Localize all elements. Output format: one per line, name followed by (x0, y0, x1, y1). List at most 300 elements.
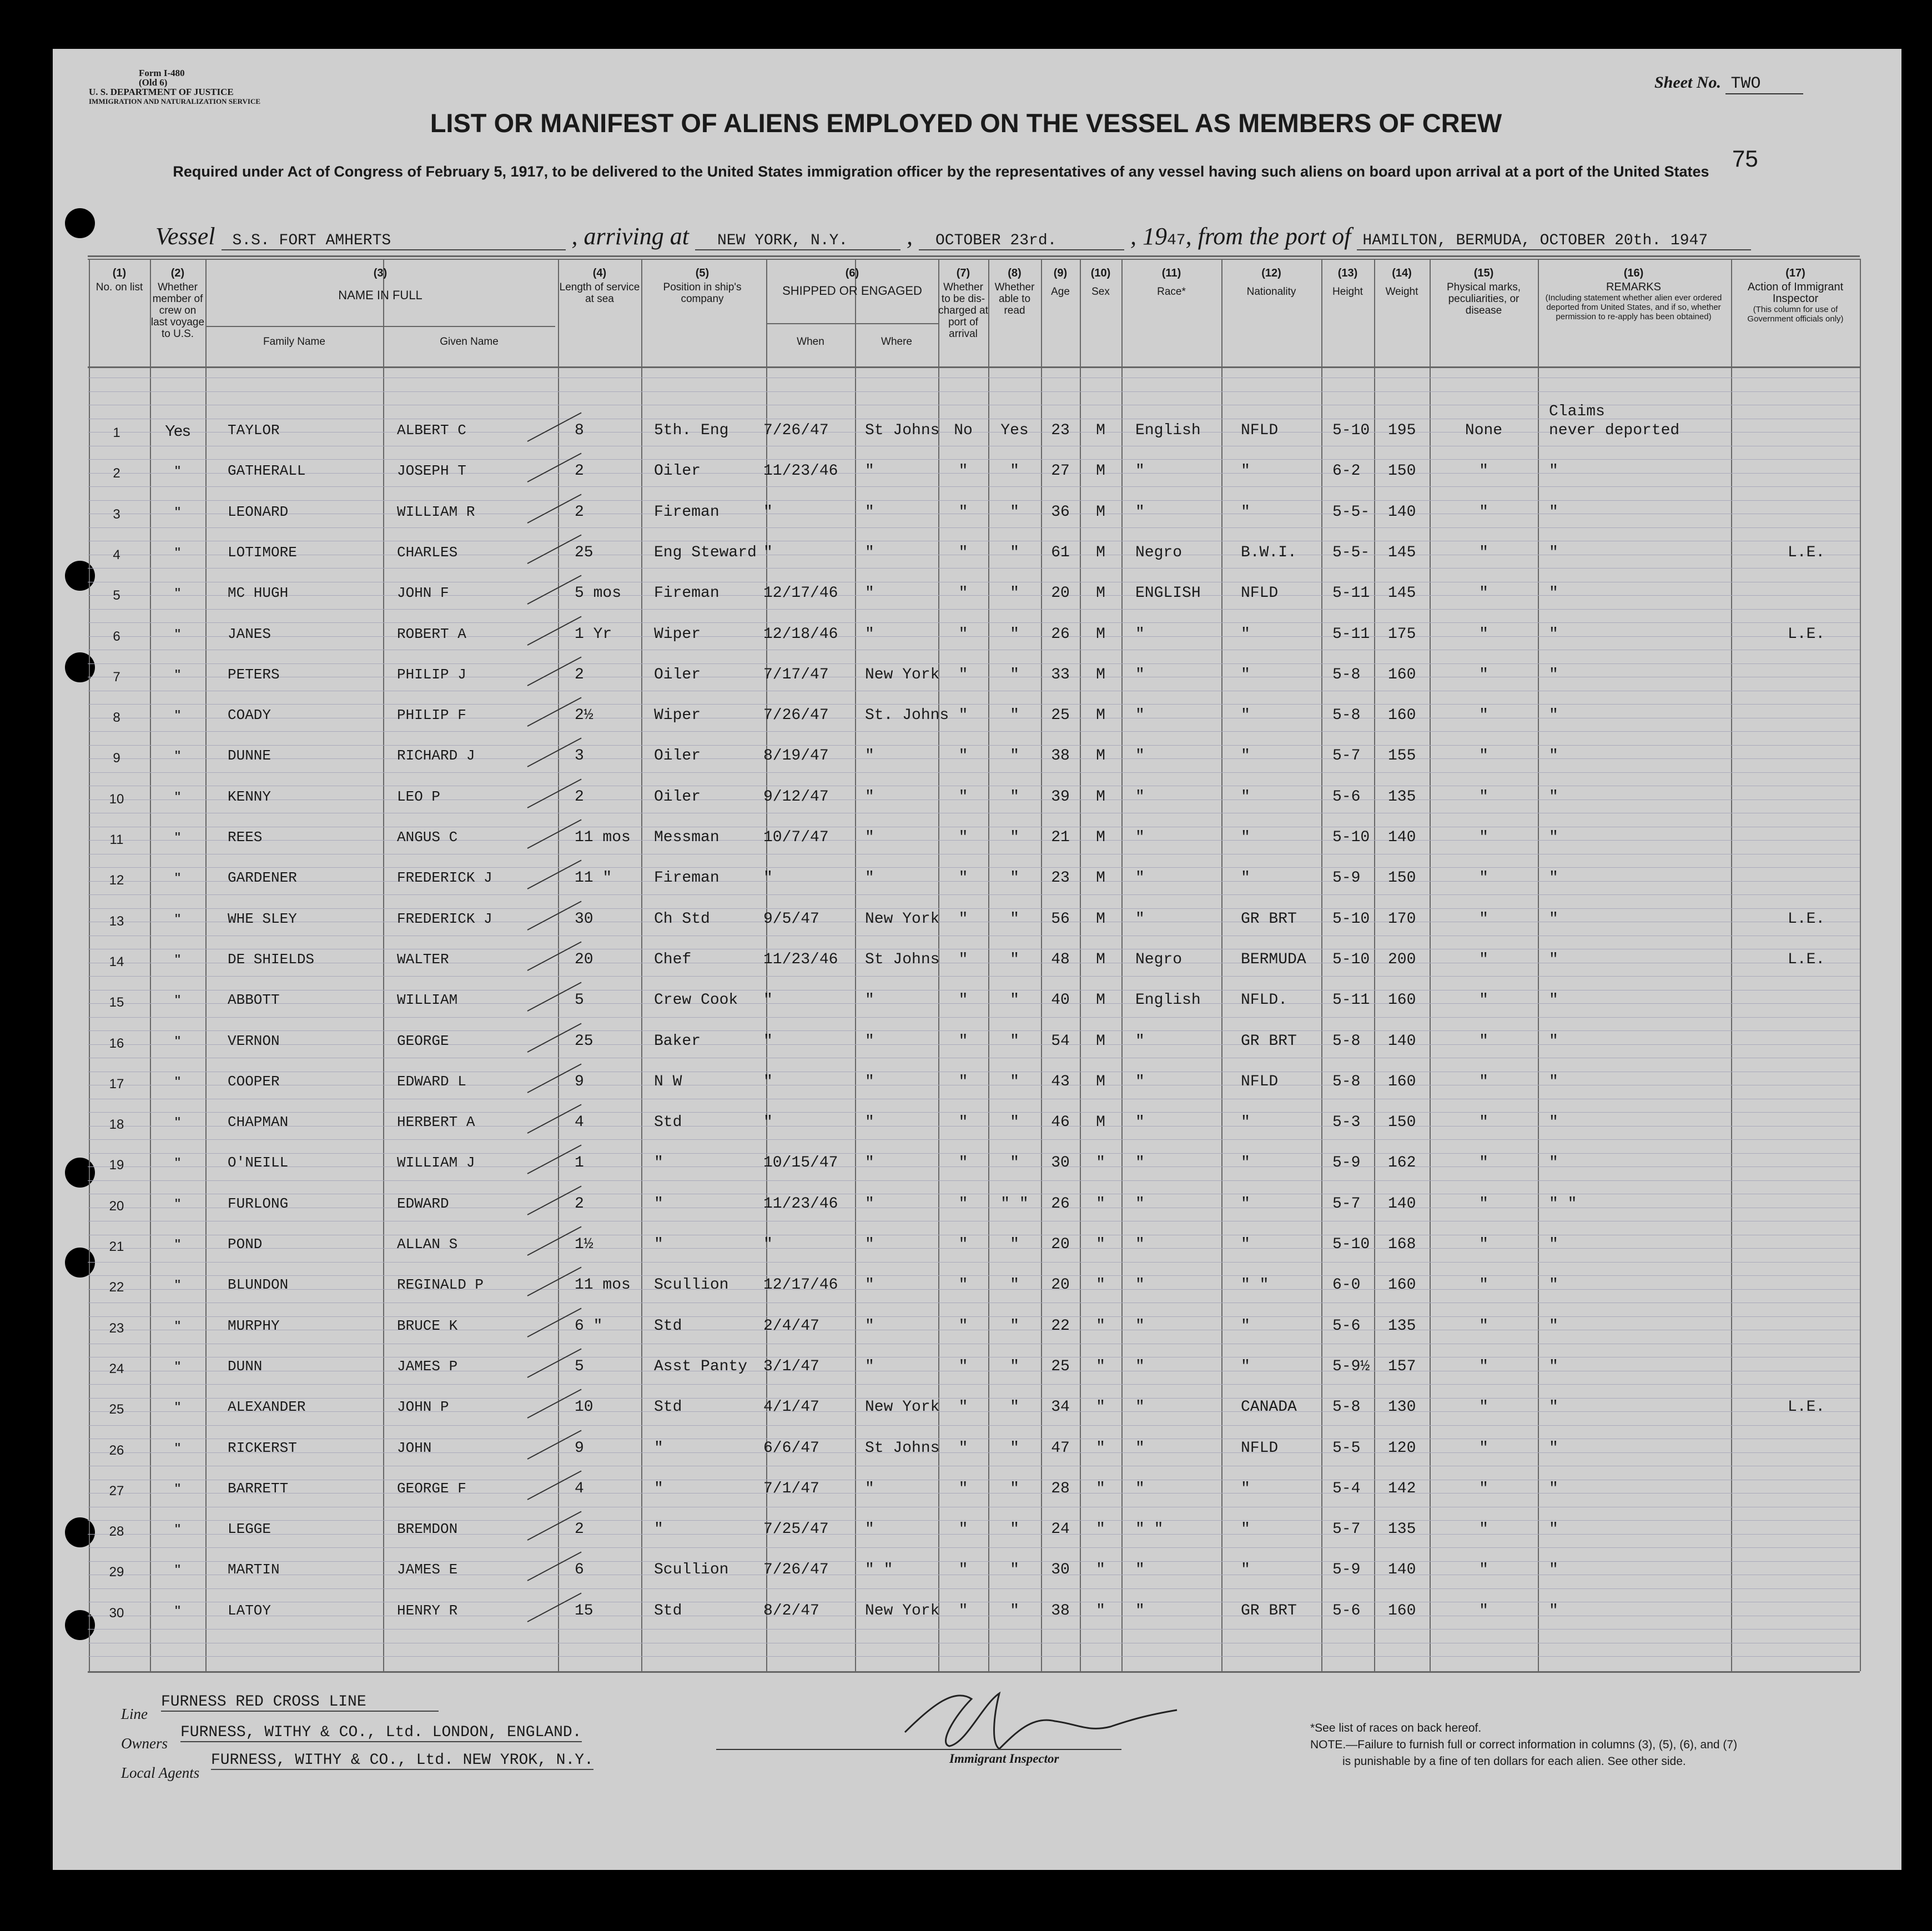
cell-where: " (865, 1521, 874, 1538)
cell-sex: " (1096, 1195, 1105, 1213)
cell-read: " (1010, 462, 1019, 480)
cell-remarks: " (1549, 951, 1558, 968)
column-divider (89, 259, 90, 1671)
form-dept: U. S. DEPARTMENT OF JUSTICE (89, 87, 234, 97)
cell-last: " (175, 1602, 180, 1620)
row-number: 4 (113, 547, 120, 562)
footer-note (1310, 1720, 1737, 1770)
cell-race: " (1135, 1561, 1145, 1578)
cell-service: 5 (575, 992, 584, 1009)
cell-race: Negro (1135, 951, 1183, 968)
cell-sex: M (1096, 869, 1105, 887)
cell-nat: " (1241, 1521, 1250, 1538)
cell-where: " (865, 1236, 874, 1253)
cell-when: 11/23/46 (763, 951, 838, 968)
cell-disch: " (958, 1073, 968, 1090)
cell-action: L.E. (1788, 1399, 1825, 1416)
cell-weight: 135 (1388, 1521, 1416, 1538)
row-number: 18 (109, 1117, 124, 1132)
cell-age: 28 (1051, 1480, 1070, 1497)
row-number: 21 (109, 1239, 124, 1254)
cell-weight: 160 (1388, 992, 1416, 1009)
cell-family: O'NEILL (228, 1154, 289, 1171)
cell-marks: " (1479, 829, 1488, 846)
cell-race: " (1135, 626, 1145, 643)
cell-where: St. Johns (865, 707, 949, 724)
table-top-border-inner (88, 259, 1860, 260)
column-divider (1221, 259, 1222, 1671)
cell-given: ALLAN S (397, 1236, 458, 1253)
cell-read: " (1010, 544, 1019, 561)
cell-remarks: " (1549, 1114, 1558, 1131)
cell-family: CHAPMAN (228, 1114, 289, 1130)
cell-sex: " (1096, 1236, 1105, 1253)
cell-when: " (763, 1114, 773, 1131)
ruled-line (88, 486, 1860, 487)
cell-race: " (1135, 1195, 1145, 1213)
cell-last: " (175, 707, 180, 724)
col6-where-header: Where (881, 336, 912, 348)
cell-race: " (1135, 869, 1145, 887)
cell-sex: M (1096, 911, 1105, 928)
year-prefix: , 19 (1130, 223, 1167, 250)
cell-where: St Johns (865, 1440, 940, 1457)
cell-given: ROBERT A (397, 626, 466, 642)
cell-remarks: " (1549, 829, 1558, 846)
cell-when: 7/26/47 (763, 1561, 829, 1578)
cell-given: PHILIP J (397, 666, 466, 683)
cell-disch: " (958, 1033, 968, 1050)
cell-age: 24 (1051, 1521, 1070, 1538)
cell-sex: M (1096, 422, 1105, 439)
cell-race: English (1135, 992, 1201, 1009)
cell-read: " (1010, 585, 1019, 602)
cell-sex: " (1096, 1521, 1105, 1538)
vessel-name: S.S. FORT AMHERTS (222, 232, 566, 250)
cell-race: " (1135, 1358, 1145, 1375)
cell-given: PHILIP F (397, 707, 466, 723)
cell-when: 2/4/47 (763, 1317, 819, 1335)
cell-nat: " (1241, 1195, 1250, 1213)
ruled-line (88, 1316, 1860, 1317)
cell-disch: " (958, 544, 968, 561)
cell-height: 5-8 (1332, 1033, 1361, 1050)
cell-sex: M (1096, 585, 1105, 602)
cell-service: 25 (575, 544, 593, 561)
cell-given: WILLIAM R (397, 504, 475, 520)
cell-service: 2½ (575, 707, 593, 724)
cell-weight: 168 (1388, 1236, 1416, 1253)
cell-family: KENNY (228, 788, 271, 805)
cell-height: 5-5- (1332, 504, 1370, 521)
cell-age: 25 (1051, 1358, 1070, 1375)
cell-race: " (1135, 1480, 1145, 1497)
inspector-signature-line (716, 1749, 1121, 1750)
cell-family: WHE SLEY (228, 911, 297, 927)
cell-where: " (865, 1073, 874, 1090)
column-divider (641, 259, 642, 1671)
col6-header: (6) SHIPPED OR ENGAGED (782, 267, 922, 298)
cell-read: " (1010, 829, 1019, 846)
inspector-signature (888, 1682, 1244, 1760)
cell-height: 5-6 (1332, 1602, 1361, 1620)
col12-header: (12) Nationality (1246, 267, 1296, 298)
cell-service: 11 mos (575, 829, 631, 846)
cell-position: Wiper (654, 626, 701, 643)
row-number: 8 (113, 710, 120, 725)
cell-disch: " (958, 1114, 968, 1131)
ruled-line (88, 1275, 1860, 1276)
cell-race: " (1135, 1317, 1145, 1335)
row-number: 17 (109, 1077, 124, 1092)
row-number: 1 (113, 425, 120, 440)
cell-height: 5-8 (1332, 1399, 1361, 1416)
cell-read: " (1010, 1236, 1019, 1253)
line-label: Line (121, 1706, 148, 1722)
cell-weight: 160 (1388, 707, 1416, 724)
cell-position: " (654, 1440, 663, 1457)
cell-race: " (1135, 1114, 1145, 1131)
cell-marks: " (1479, 1073, 1488, 1090)
ruled-line (88, 704, 1860, 705)
cell-weight: 140 (1388, 504, 1416, 521)
punch-hole (65, 652, 95, 682)
cell-marks: " (1479, 992, 1488, 1009)
punch-hole (65, 208, 95, 238)
cell-position: Fireman (654, 585, 720, 602)
cell-where: " (865, 544, 874, 561)
cell-read: Yes (1000, 422, 1029, 439)
ruled-line (88, 1588, 1860, 1589)
cell-sex: " (1096, 1480, 1105, 1497)
cell-read: " (1010, 1317, 1019, 1335)
cell-nat: " (1241, 829, 1250, 846)
cell-read: " (1010, 1114, 1019, 1131)
cell-weight: 195 (1388, 422, 1416, 439)
cell-height: 5-8 (1332, 707, 1361, 724)
cell-read: " (1010, 911, 1019, 928)
cell-given: GEORGE (397, 1033, 449, 1049)
cell-where: " (865, 829, 874, 846)
owners-value: FURNESS, WITHY & CO., Ltd. LONDON, ENGLAND. (180, 1724, 582, 1741)
cell-where: " (865, 504, 874, 521)
cell-remarks: " (1549, 1480, 1558, 1497)
cell-nat: B.W.I. (1241, 544, 1297, 561)
cell-sex: M (1096, 462, 1105, 480)
cell-family: GATHERALL (228, 462, 306, 479)
col1-header: (1) No. on list (95, 267, 143, 293)
cell-disch: " (958, 1276, 968, 1294)
cell-marks: " (1479, 788, 1488, 806)
cell-when: " (763, 544, 773, 561)
owners-label: Owners (121, 1735, 168, 1752)
cell-nat: " " (1241, 1276, 1269, 1294)
ruled-line (88, 1139, 1860, 1140)
cell-height: 5-9 (1332, 869, 1361, 887)
cell-where: " (865, 1114, 874, 1131)
from-label: , from the port of (1185, 223, 1351, 250)
cell-service: 2 (575, 504, 584, 521)
ruled-line (88, 1547, 1860, 1548)
cell-position: Std (654, 1399, 682, 1416)
page-stamp: 75 (1732, 145, 1758, 172)
cell-marks: " (1479, 626, 1488, 643)
inspector-label: Immigrant Inspector (949, 1752, 1059, 1766)
ruled-line (88, 1030, 1860, 1031)
cell-sex: M (1096, 626, 1105, 643)
cell-weight: 150 (1388, 869, 1416, 887)
cell-nat: " (1241, 504, 1250, 521)
ruled-line (88, 1656, 1860, 1657)
cell-remarks: " (1549, 911, 1558, 928)
cell-sex: " (1096, 1561, 1105, 1578)
cell-given: FREDERICK J (397, 911, 492, 927)
cell-sex: " (1096, 1276, 1105, 1294)
row-number: 5 (113, 588, 120, 603)
table-top-border (88, 255, 1860, 257)
cell-when: 11/23/46 (763, 1195, 838, 1213)
cell-marks: " (1479, 1276, 1488, 1294)
punch-hole (65, 1158, 95, 1188)
cell-action: L.E. (1788, 911, 1825, 928)
cell-height: 5-10 (1332, 911, 1370, 928)
cell-race: " (1135, 747, 1145, 765)
cell-family: FURLONG (228, 1195, 289, 1212)
row-number: 11 (109, 832, 124, 847)
cell-nat: " (1241, 626, 1250, 643)
cell-family: ABBOTT (228, 992, 280, 1008)
cell-remarks: " (1549, 1399, 1558, 1416)
cell-last: " (175, 504, 180, 521)
cell-when: " (763, 1236, 773, 1253)
cell-disch: " (958, 1480, 968, 1497)
cell-where: " (865, 1195, 874, 1213)
cell-service: 2 (575, 788, 584, 806)
cell-age: 56 (1051, 911, 1070, 928)
cell-nat: GR BRT (1241, 1033, 1297, 1050)
cell-age: 26 (1051, 1195, 1070, 1213)
note-penalty: NOTE.—Failure to furnish full or correct information in columns (3), (5), (6), and (7) (1310, 1738, 1738, 1751)
cell-remarks: " (1549, 1440, 1558, 1457)
cell-when: " (763, 504, 773, 521)
cell-last: " (175, 1440, 180, 1457)
cell-last: " (175, 626, 180, 643)
cell-last: " (175, 1276, 180, 1294)
cell-nat: " (1241, 462, 1250, 480)
sheet-label: Sheet No. (1654, 73, 1721, 92)
row-number: 26 (109, 1443, 124, 1458)
cell-when: " (763, 1033, 773, 1050)
cell-given: JOSEPH T (397, 462, 466, 479)
row-number: 29 (109, 1565, 124, 1580)
cell-position: Oiler (654, 666, 701, 683)
cell-remarks: " (1549, 544, 1558, 561)
cell-position: N W (654, 1073, 682, 1090)
row-number: 25 (109, 1402, 124, 1417)
cell-height: 5-6 (1332, 788, 1361, 806)
cell-disch: " (958, 1440, 968, 1457)
ruled-line (88, 976, 1860, 977)
cell-read: " (1010, 1480, 1019, 1497)
cell-position: " (654, 1521, 663, 1538)
cell-marks: " (1479, 544, 1488, 561)
cell-position: Std (654, 1114, 682, 1131)
cell-given: HENRY R (397, 1602, 458, 1619)
cell-given: JAMES P (397, 1358, 458, 1375)
ruled-line (88, 663, 1860, 664)
cell-remarks: " (1549, 707, 1558, 724)
col14-header: (14) Weight (1385, 267, 1418, 298)
cell-where: " (865, 1033, 874, 1050)
cell-disch: " (958, 911, 968, 928)
cell-remarks: " (1549, 462, 1558, 480)
cell-age: 30 (1051, 1154, 1070, 1171)
cell-where: " (865, 869, 874, 887)
cell-nat: " (1241, 1114, 1250, 1131)
cell-race: " (1135, 504, 1145, 521)
col3-header: (3) NAME IN FULL (338, 267, 422, 302)
cell-service: 10 (575, 1399, 593, 1416)
cell-when: 8/19/47 (763, 747, 829, 765)
cell-age: 47 (1051, 1440, 1070, 1457)
cell-weight: 135 (1388, 788, 1416, 806)
cell-position: Scullion (654, 1561, 729, 1578)
cell-age: 27 (1051, 462, 1070, 480)
cell-read: " " (1000, 1195, 1029, 1213)
cell-where: " (865, 1154, 874, 1171)
cell-position: " (654, 1195, 663, 1213)
arrival-year: 47 (1166, 232, 1186, 249)
ruled-line (88, 459, 1860, 460)
cell-disch: " (958, 504, 968, 521)
col15-header: (15) Physical marks, peculiarities, or disease (1446, 267, 1521, 316)
cell-nat: NFLD (1241, 1440, 1279, 1457)
cell-marks: " (1479, 1114, 1488, 1131)
cell-nat: " (1241, 1561, 1250, 1578)
cell-disch: " (958, 1154, 968, 1171)
sheet-value: TWO (1725, 74, 1803, 94)
cell-given: BREMDON (397, 1521, 458, 1537)
cell-nat: " (1241, 1358, 1250, 1375)
cell-weight: 155 (1388, 747, 1416, 765)
cell-age: 20 (1051, 1236, 1070, 1253)
cell-nat: " (1241, 1317, 1250, 1335)
cell-where: " (865, 585, 874, 602)
cell-nat: " (1241, 1480, 1250, 1497)
cell-where: New York (865, 666, 940, 683)
cell-race: " (1135, 666, 1145, 683)
punch-hole (65, 561, 95, 591)
cell-when: 12/18/46 (763, 626, 838, 643)
cell-height: 5-10 (1332, 1236, 1370, 1253)
cell-last: " (175, 829, 180, 846)
row-number: 22 (109, 1280, 124, 1295)
cell-when: 12/17/46 (763, 585, 838, 602)
col2-header: (2) Whether member of crew on last voyage to U.S. (150, 267, 205, 340)
cell-disch: " (958, 747, 968, 765)
cell-age: 26 (1051, 626, 1070, 643)
cell-marks: " (1479, 462, 1488, 480)
cell-family: MURPHY (228, 1317, 280, 1334)
cell-position: Asst Panty (654, 1358, 748, 1375)
cell-family: DUNNE (228, 747, 271, 764)
cell-given: WILLIAM (397, 992, 458, 1008)
line-value: FURNESS RED CROSS LINE (161, 1693, 439, 1712)
cell-nat: " (1241, 869, 1250, 887)
cell-position: Messman (654, 829, 720, 846)
cell-when: 11/23/46 (763, 462, 838, 480)
cell-height: 5-4 (1332, 1480, 1361, 1497)
cell-read: " (1010, 504, 1019, 521)
cell-remarks: " (1549, 1561, 1558, 1578)
cell-when: 10/7/47 (763, 829, 829, 846)
cell-height: 5-7 (1332, 1521, 1361, 1538)
cell-marks: " (1479, 1033, 1488, 1050)
cell-marks: " (1479, 1154, 1488, 1171)
cell-service: 6 (575, 1561, 584, 1578)
cell-position: Std (654, 1317, 682, 1335)
cell-disch: " (958, 788, 968, 806)
cell-nat: NFLD (1241, 422, 1279, 439)
cell-race: " (1135, 788, 1145, 806)
cell-position: " (654, 1480, 663, 1497)
cell-last: " (175, 585, 180, 602)
cell-remarks: " (1549, 992, 1558, 1009)
cell-height: 6-2 (1332, 462, 1361, 480)
cell-disch: " (958, 1317, 968, 1335)
cell-weight: 135 (1388, 1317, 1416, 1335)
note-penalty-cont: is punishable by a fine of ten dollars for each alien. See other side. (1342, 1755, 1686, 1768)
cell-family: RICKERST (228, 1440, 297, 1456)
cell-remarks: Claims (1549, 403, 1605, 420)
cell-remarks: " (1549, 869, 1558, 887)
cell-last: " (175, 1561, 180, 1578)
cell-read: " (1010, 992, 1019, 1009)
cell-disch: " (958, 1561, 968, 1578)
cell-when: " (763, 1073, 773, 1090)
cell-where: St Johns (865, 951, 940, 968)
cell-age: 61 (1051, 544, 1070, 561)
cell-nat: NFLD (1241, 585, 1279, 602)
cell-when: 3/1/47 (763, 1358, 819, 1375)
cell-race: " (1135, 1073, 1145, 1090)
col5-header: (5) Position in ship's company (663, 267, 742, 305)
cell-disch: " (958, 626, 968, 643)
cell-when: 10/15/47 (763, 1154, 838, 1171)
cell-sex: M (1096, 992, 1105, 1009)
cell-given: WALTER (397, 951, 449, 968)
cell-read: " (1010, 666, 1019, 683)
cell-disch: " (958, 951, 968, 968)
cell-marks: " (1479, 1317, 1488, 1335)
arrival-port: NEW YORK, N.Y. (695, 232, 900, 250)
cell-read: " (1010, 1073, 1019, 1090)
form-number: Form I-480 (139, 68, 185, 78)
cell-service: 9 (575, 1440, 584, 1457)
ruled-line (88, 1017, 1860, 1018)
cell-marks: " (1479, 1195, 1488, 1213)
cell-age: 21 (1051, 829, 1070, 846)
col8-header: (8) Whether able to read (994, 267, 1035, 316)
cell-disch: " (958, 462, 968, 480)
cell-height: 5-11 (1332, 992, 1370, 1009)
ruled-line (88, 609, 1860, 610)
cell-weight: 160 (1388, 1073, 1416, 1090)
cell-sex: " (1096, 1399, 1105, 1416)
cell-given: FREDERICK J (397, 869, 492, 886)
page-title: LIST OR MANIFEST OF ALIENS EMPLOYED ON THE VESSEL AS MEMBERS OF CREW (430, 108, 1502, 138)
ruled-line (88, 1153, 1860, 1154)
